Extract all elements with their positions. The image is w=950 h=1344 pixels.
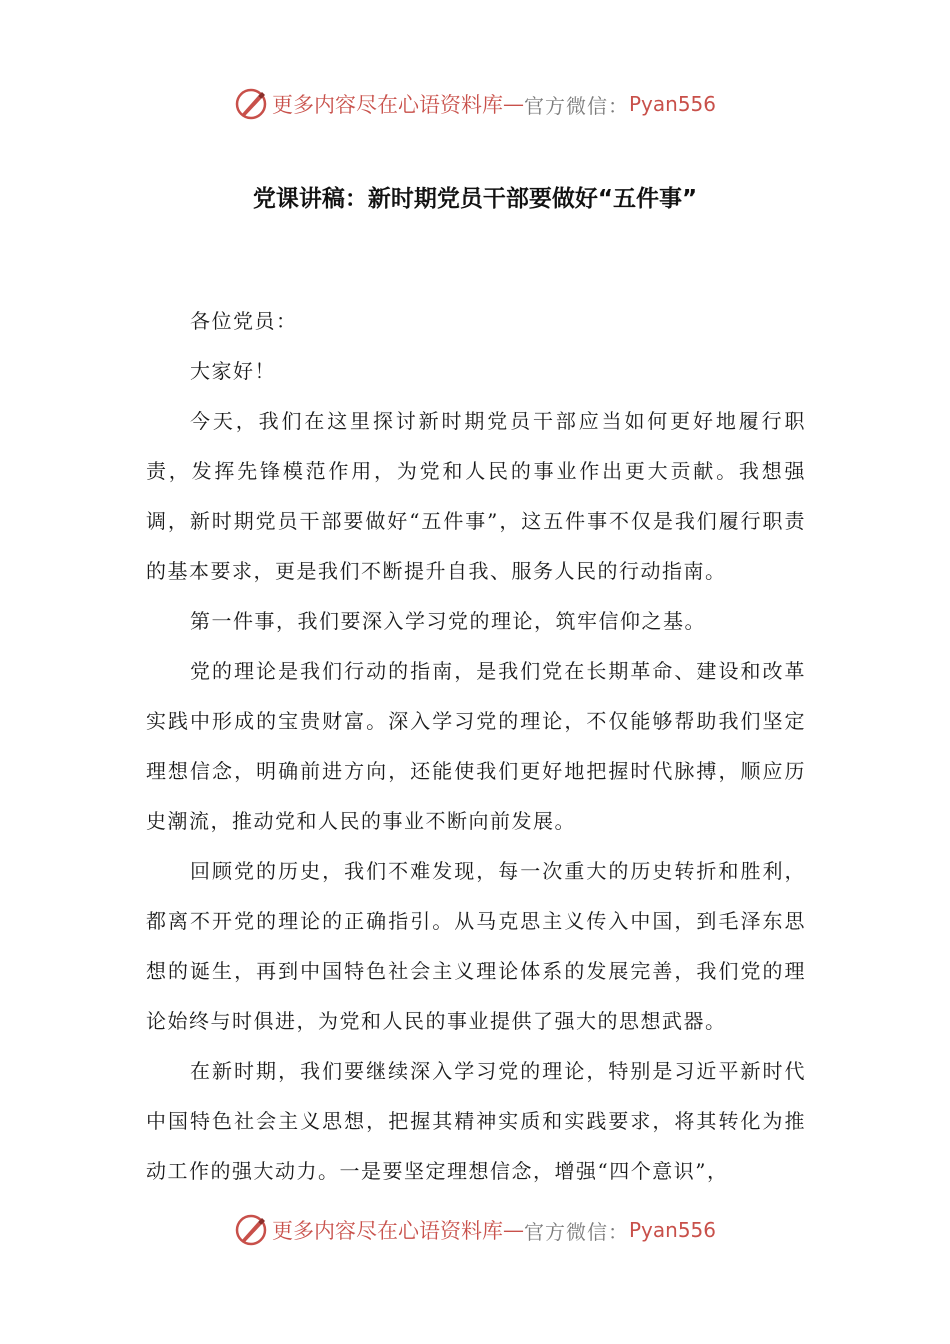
wechat-id: Pyan556 bbox=[628, 92, 716, 116]
document-title: 党课讲稿：新时期党员干部要做好“五件事” bbox=[252, 186, 698, 212]
body-paragraph: 回顾党的历史，我们不难发现，每一次重大的历史转折和胜利，都离不开党的理论的正确指引。从马克思主义传入中国，到毛泽东思想的诞生，再到中国特色社会主义理论体系的发展完善，我们党的理论始终与时俱进，为党和人民的事业提供了强大的思想武器。 bbox=[146, 859, 806, 1033]
document-body bbox=[146, 296, 806, 1196]
separator: — bbox=[502, 1218, 524, 1242]
wechat-id: Pyan556 bbox=[628, 1218, 716, 1242]
pen-logo-icon bbox=[234, 87, 268, 121]
body-paragraph: 今天，我们在这里探讨新时期党员干部应当如何更好地履行职责，发挥先锋模范作用，为党和人民的事业作出更大贡献。我想强调，新时期党员干部要做好“五件事”，这五件事不仅是我们履行职责的基本要求，更是我们不断提升自我、服务人民的行动指南。 bbox=[146, 409, 806, 583]
promo-text: 更多内容尽在心语资料库 bbox=[271, 93, 503, 117]
promo-text: 更多内容尽在心语资料库 bbox=[271, 1219, 503, 1243]
header-watermark-banner bbox=[0, 84, 950, 124]
pen-logo-icon bbox=[234, 1213, 268, 1247]
footer-watermark-banner bbox=[0, 1210, 950, 1250]
wechat-label: 官方微信： bbox=[523, 93, 629, 118]
body-paragraph: 第一件事，我们要深入学习党的理论，筑牢信仰之基。 bbox=[190, 609, 706, 633]
salutation: 各位党员： bbox=[190, 309, 298, 333]
wechat-label: 官方微信： bbox=[523, 1219, 629, 1244]
body-paragraph: 在新时期，我们要继续深入学习党的理论，特别是习近平新时代中国特色社会主义思想，把握其精神实质和实践要求，将其转化为推动工作的强大动力。一是要坚定理想信念，增强“四个意识”， bbox=[146, 1059, 806, 1183]
greeting: 大家好！ bbox=[190, 359, 276, 383]
separator: — bbox=[502, 92, 524, 116]
body-paragraph: 党的理论是我们行动的指南，是我们党在长期革命、建设和改革实践中形成的宝贵财富。深入学习党的理论，不仅能够帮助我们坚定理想信念，明确前进方向，还能使我们更好地把握时代脉搏，顺应历史潮流，推动党和人民的事业不断向前发展。 bbox=[146, 659, 806, 833]
